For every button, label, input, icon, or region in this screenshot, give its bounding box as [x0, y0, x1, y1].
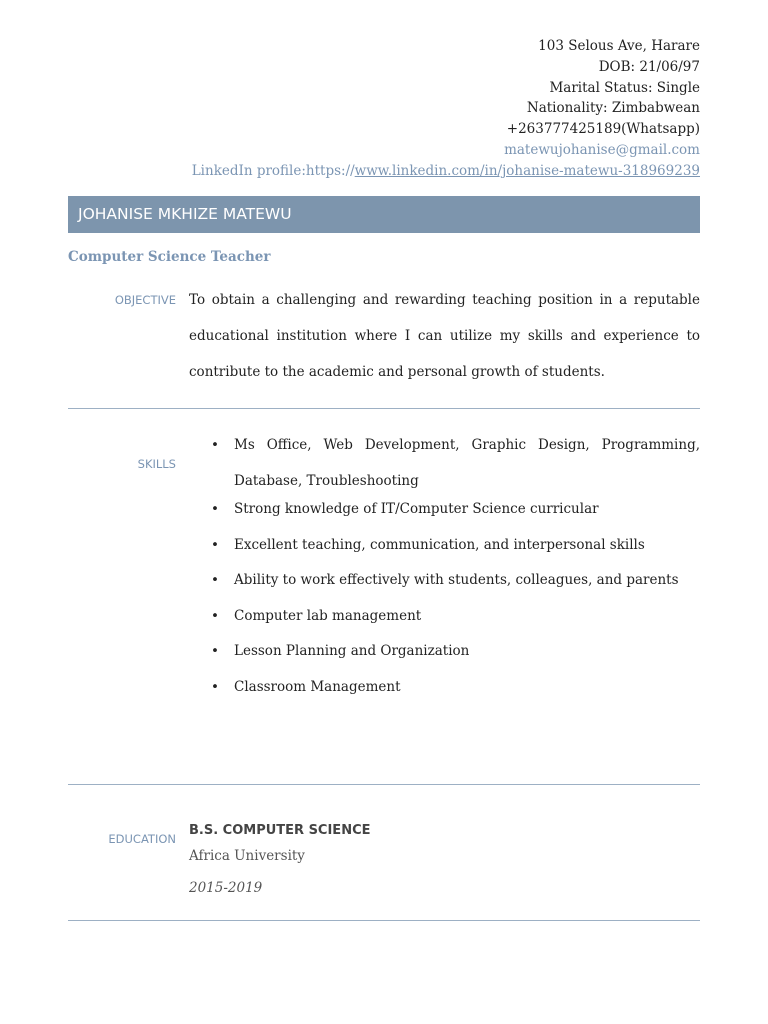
- email-link[interactable]: matewujohanise@gmail.com: [504, 141, 700, 158]
- bullet-icon: •: [211, 536, 219, 553]
- list-item: • Classroom Management: [211, 678, 401, 695]
- linkedin-line: [192, 161, 700, 182]
- linkedin-prefix: LinkedIn profile:https://: [191, 162, 355, 179]
- contact-block: [192, 36, 700, 182]
- divider: [68, 784, 700, 785]
- education-school: Africa University: [189, 848, 305, 864]
- address: 103 Selous Ave, Harare: [538, 38, 700, 54]
- list-item: • Ability to work effectively with students, colleagues, and parents: [211, 572, 679, 588]
- list-item: • Excellent teaching, communication, and interpersonal skills: [211, 536, 645, 553]
- list-item: • Computer lab management: [211, 607, 422, 624]
- list-item: • Ms Office, Web Development, Graphic Design, Programming, Database, Troubleshooting: [189, 427, 700, 499]
- bullet-icon: •: [211, 678, 219, 695]
- education-degree: B.S. COMPUTER SCIENCE: [189, 823, 371, 838]
- skills-list: [189, 436, 700, 713]
- education-label: EDUCATION: [108, 832, 176, 846]
- linkedin-link[interactable]: www.linkedin.com/in/johanise-matewu-318969239: [354, 162, 700, 179]
- nationality: Nationality: Zimbabwean: [526, 100, 700, 117]
- job-title: Computer Science Teacher: [68, 249, 271, 265]
- list-item: • Lesson Planning and Organization: [211, 643, 470, 659]
- date-of-birth: DOB: 21/06/97: [598, 58, 700, 75]
- objective-text: To obtain a challenging and rewarding teaching position in a reputable educational institution where I can utilize my skills and experience to contribute to the academic and personal growth of students.: [189, 292, 700, 380]
- divider: [68, 920, 700, 921]
- bullet-icon: •: [211, 643, 219, 659]
- phone-number: +263777425189(Whatsapp): [506, 121, 700, 138]
- objective-label: OBJECTIVE: [114, 293, 176, 307]
- marital-status: Marital Status: Single: [549, 79, 700, 96]
- name-banner: JOHANISE MKHIZE MATEWU: [68, 196, 700, 233]
- bullet-icon: •: [211, 437, 219, 453]
- divider: [68, 408, 700, 409]
- bullet-icon: •: [211, 607, 219, 624]
- bullet-icon: •: [211, 572, 219, 588]
- list-item: • Strong knowledge of IT/Computer Science curricular: [211, 501, 599, 517]
- skills-label: SKILLS: [137, 457, 176, 471]
- education-years: 2015-2019: [189, 880, 263, 896]
- bullet-icon: •: [211, 501, 219, 517]
